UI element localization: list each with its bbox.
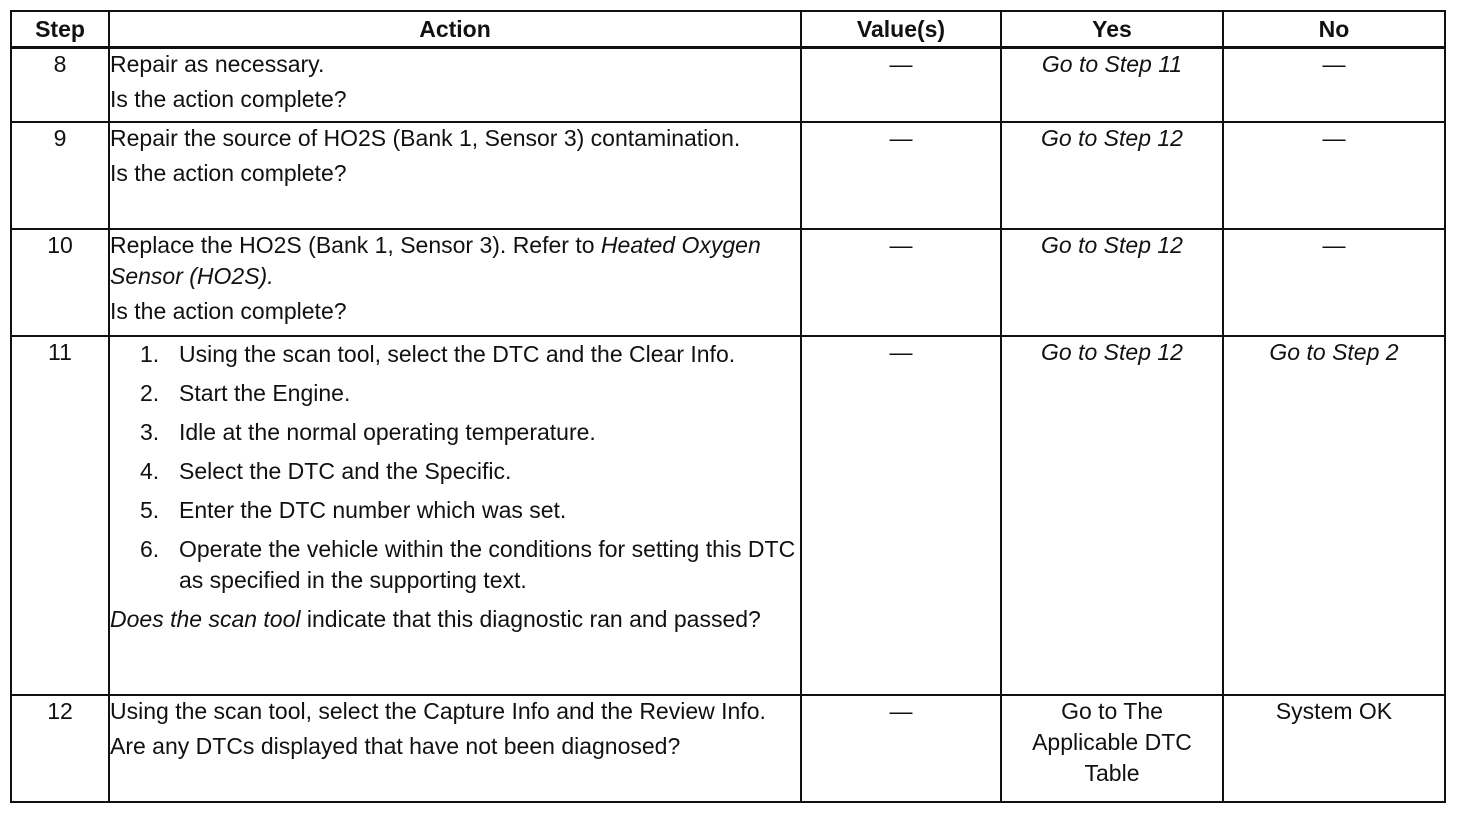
step-number: 9 (11, 122, 109, 229)
value-dash: — (889, 698, 913, 724)
value-cell (801, 695, 1001, 802)
substep-text: Operate the vehicle within the conditions for setting this DTC as specified in the supporting text. (179, 536, 796, 593)
substep-text: Idle at the normal operating temperature. (179, 419, 596, 445)
action-text: Using the scan tool, select the Capture Info and the Review Info. (110, 698, 766, 724)
no-cell: — (1223, 229, 1445, 336)
action-question: Is the action complete? (110, 86, 347, 112)
value-dash: — (889, 232, 913, 258)
step-number: 12 (11, 695, 109, 802)
yes-cell: Go to Step 12 (1001, 229, 1223, 336)
substep-text: Start the Engine. (179, 380, 351, 406)
table-row (11, 48, 1445, 123)
action-text (110, 230, 800, 292)
substep-number: 3. (140, 419, 160, 445)
substep-number: 1. (140, 341, 160, 367)
action-question-italic: Does the scan tool (110, 606, 301, 632)
step-number: 10 (11, 229, 109, 336)
header-values: Value(s) (801, 11, 1001, 48)
yes-cell: Go to Step 12 (1001, 122, 1223, 229)
action-cell (109, 336, 801, 695)
action-question: Are any DTCs displayed that have not been diagnosed? (110, 733, 681, 759)
no-cell: — (1223, 122, 1445, 229)
header-yes: Yes (1001, 11, 1223, 48)
header-action: Action (109, 11, 801, 48)
table-row (11, 695, 1445, 802)
substep-text: Using the scan tool, select the DTC and the Clear Info. (179, 341, 736, 367)
substep-item (110, 456, 800, 487)
substep-item (110, 417, 800, 448)
yes-cell (1001, 695, 1223, 802)
substep-number: 6. (140, 536, 160, 562)
header-row (11, 11, 1445, 48)
action-text: Repair as necessary. (110, 51, 325, 77)
action-question (110, 604, 800, 635)
value-dash: — (889, 51, 913, 77)
no-cell: Go to Step 2 (1223, 336, 1445, 695)
action-question: Is the action complete? (110, 160, 347, 186)
yes-text: Go to The Applicable DTC Table (1032, 698, 1192, 786)
substep-item (110, 495, 800, 526)
diagnostic-table (10, 10, 1446, 803)
substep-text: Enter the DTC number which was set. (179, 497, 567, 523)
action-text-main: Replace the HO2S (Bank 1, Sensor 3). Refer to (110, 232, 595, 258)
substep-number: 4. (140, 458, 160, 484)
value-cell (801, 122, 1001, 229)
value-cell (801, 336, 1001, 695)
action-question-rest: indicate that this diagnostic ran and passed? (306, 606, 761, 632)
substep-item (110, 534, 800, 596)
value-dash: — (889, 125, 913, 151)
value-cell (801, 48, 1001, 123)
action-reference: Heated Oxygen Sensor (HO2S). (110, 232, 761, 289)
table-row (11, 336, 1445, 695)
substep-text: Select the DTC and the Specific. (179, 458, 512, 484)
step-number: 11 (11, 336, 109, 695)
action-cell (109, 122, 801, 229)
substep-list (110, 339, 800, 596)
yes-cell: Go to Step 11 (1001, 48, 1223, 123)
no-cell: System OK (1223, 695, 1445, 802)
value-cell (801, 229, 1001, 336)
action-cell (109, 695, 801, 802)
table-row (11, 122, 1445, 229)
substep-number: 5. (140, 497, 160, 523)
action-text: Repair the source of HO2S (Bank 1, Sensor 3) contamination. (110, 125, 741, 151)
action-cell (109, 48, 801, 123)
table-row (11, 229, 1445, 336)
substep-item (110, 378, 800, 409)
value-dash: — (889, 339, 913, 365)
header-no: No (1223, 11, 1445, 48)
substep-item (110, 339, 800, 370)
header-step: Step (11, 11, 109, 48)
yes-cell: Go to Step 12 (1001, 336, 1223, 695)
action-cell (109, 229, 801, 336)
no-cell: — (1223, 48, 1445, 123)
substep-number: 2. (140, 380, 160, 406)
action-question: Is the action complete? (110, 298, 347, 324)
step-number: 8 (11, 48, 109, 123)
